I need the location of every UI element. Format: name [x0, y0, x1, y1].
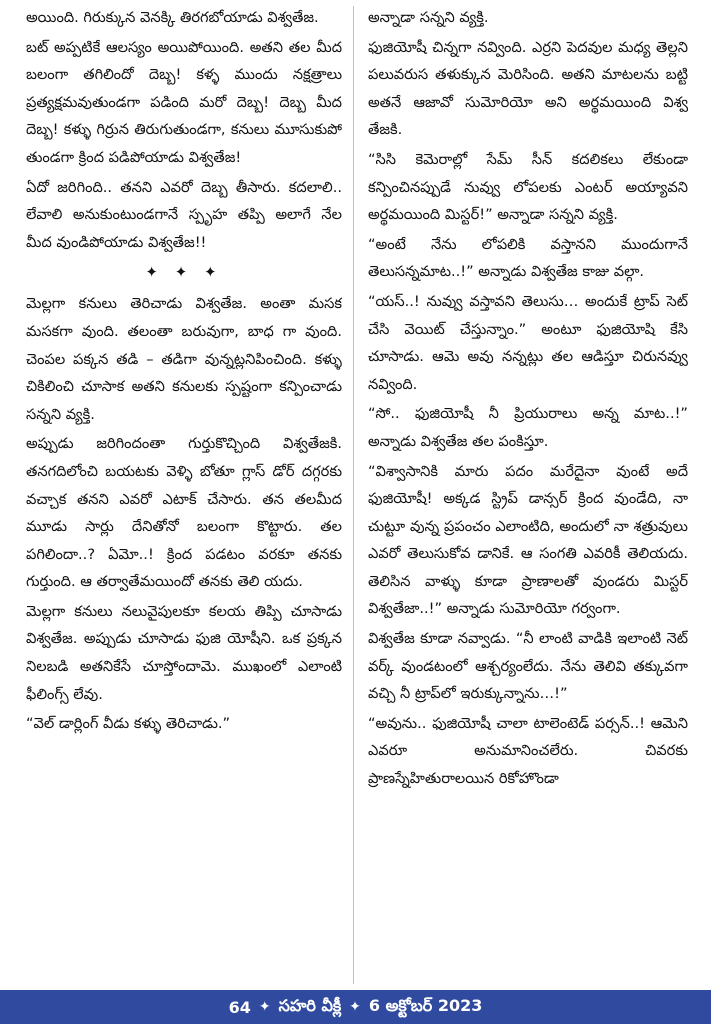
footer-page-number: 64: [228, 997, 251, 1017]
footer-separator-star-icon: ✦: [258, 999, 271, 1015]
right-paragraph-6: “సో.. ఫుజియోషీ నీ ప్రియురాలు అన్న మాట..!” అన్నాడు విశ్వతేజ తల పంకిస్తూ.: [368, 405, 688, 450]
right-paragraph-9: “అవును.. ఫుజియోషీ చాలా టాలెంటెడ్ పర్సన్..! ఆమెని ఎవరూ అనుమానించలేరు. చివరకు ప్రాణస్నేహితురాలయిన రికోహొండా: [368, 714, 688, 788]
left-paragraph-6: మెల్లగా కనులు నలువైపులకూ కలయ తిప్పి చూసాడు విశ్వతేజ. అప్పుడు చూసాడు ఫుజి యోషీని. ఒక ప్రక్కన నిలబడి అతనికేసే చూస్తోందామె. ముఖంలో ఎలాంటి ఫీలింగ్స్ లేవు.: [26, 602, 342, 703]
footer-magazine-name: సహరి వీక్లీ: [278, 995, 342, 1015]
right-paragraph-1: అన్నాడా సన్నని వ్యక్తి.: [368, 9, 489, 26]
left-paragraph-5: అప్పుడు జరిగిందంతా గుర్తుకొచ్చింది విశ్వతేజకి. తనగదిలోంచి బయటకు వెళ్ళి బోతూ గ్లాస్ డోర్ దగ్గరకు వచ్చాక తనని ఎవరో ఎటాక్ చేసారు. తన తలమీద మూడు సార్లు దేనితోనో బలంగా కొట్టారు. తల పగిలిందా..? ఏమో..! క్రింద పడటం వరకూ తనకు గుర్తుంది. ఆ తర్వాతేమయిందో తనకు తెలి యదు.: [26, 435, 342, 591]
footer-issue-date: 6 అక్టోబర్ 2023: [368, 995, 483, 1015]
right-column: [368, 4, 688, 988]
left-paragraph-4: మెల్లగా కనులు తెరిచాడు విశ్వతేజ. అంతా మసక మసకగా వుంది. తలంతా బరువుగా, బాధ గా వుంది. చెంపల పక్కన తడి – తడిగా వున్నట్లనిపించింది. కళ్ళు చికిలించి చూసాక అతని కనులకు స్పష్టంగా కన్పించాడు సన్నని వ్యక్తి.: [26, 295, 342, 423]
page-footer: [0, 990, 711, 1024]
right-paragraph-7: “విశ్వాసానికి మారు పదం మరేదైనా వుంటే అదే ఫుజియోషీ! అక్కడ స్ట్రిప్ డాన్సర్ క్రింద వుండేది, నా చుట్టూ వున్న ప్రపంచం ఎలాంటిది, అందులో నా శత్రువులు ఎవరో తెలుసుకోవ డానికే. ఆ సంగతి ఎవరికీ తెలియదు. తెలిసిన వాళ్ళు కూడా ప్రాణాలతో వుండరు మిస్టర్ విశ్వతేజా..!” అన్నాడు సుమోరియో గర్వంగా.: [368, 462, 688, 618]
left-paragraph-7: “వెల్ డార్లింగ్ వీడు కళ్ళు తెరిచాడు.”: [26, 715, 231, 733]
left-column: [26, 4, 342, 988]
right-paragraph-4: “అంటే నేను లోపలికి వస్తానని ముందుగానే తెలుసన్నమాట..!” అన్నాడు విశ్వతేజ కాజు వల్గా.: [368, 235, 688, 281]
left-paragraph-1: అయింది. గిరుక్కున వెనక్కి తిరగబోయాడు విశ్వతేజ.: [26, 9, 319, 26]
footer-separator-star-icon: ✦: [349, 999, 361, 1015]
section-break-ornament: ✦ ✦ ✦: [145, 263, 223, 282]
right-paragraph-2: ఫుజియోషీ చిన్నగా నవ్వింది. ఎర్రని పెదవుల మధ్య తెల్లని పలువరుస తళుక్కున మెరిసింది. అతని మాటలను బట్టి అతనే ఆజావో సుమోరియో అని అర్థమయింది విశ్వ తేజకి.: [368, 38, 688, 139]
right-paragraph-3: “సిసి కెమెరాల్లో సేమ్ సీన్ కదలికలు లేకుండా కన్పించినప్పుడే నువ్వు లోపలకు ఎంటర్ అయ్యావని అర్థమయింది మిస్టర్!” అన్నాడా సన్నని వ్యక్తి.: [368, 150, 688, 224]
right-paragraph-5: “యస్..! నువ్వు వస్తావని తెలుసు… అందుకే ట్రాప్ సెట్ చేసి వెయిట్ చేస్తున్నాం.” అంటూ ఫుజియోషి కేసి చూసాడు. ఆమె అవు నన్నట్లు తల ఆడిస్తూ చిరునవ్వు నవ్వింది.: [368, 292, 688, 393]
left-paragraph-3: ఏదో జరిగింది.. తనని ఎవరో దెబ్బ తీసారు. కదలాలి.. లేవాలి అనుకుంటుండగానే స్పృహ తప్పి అలాగే నేల మీద వుండిపోయాడు విశ్వతేజ!!: [26, 178, 342, 251]
column-divider: [353, 6, 354, 984]
left-paragraph-2: బట్ అప్పటికే ఆలస్యం అయిపోయింది. అతని తల మీద బలంగా తగిలిందో దెబ్బ! కళ్ళ ముందు నక్షత్రాలు ప్రత్యక్షమవుతుండగా పడింది మరో దెబ్బ! దెబ్బ మీద దెబ్బ! కళ్ళు గిర్రున తిరుగుతుండగా, కనులు మూసుకుపో తుండగా క్రింద పడిపోయాడు విశ్వతేజ!: [26, 38, 342, 166]
right-paragraph-8: విశ్వతేజ కూడా నవ్వాడు. “నీ లాంటి వాడికి ఇలాంటి నెట్ వర్క్ వుండటంలో ఆశ్చర్యంలేదు. నేను తెలివి తక్కువగా వచ్చి నీ ట్రాప్‌లో ఇరుక్కున్నాను…!”: [368, 630, 688, 703]
